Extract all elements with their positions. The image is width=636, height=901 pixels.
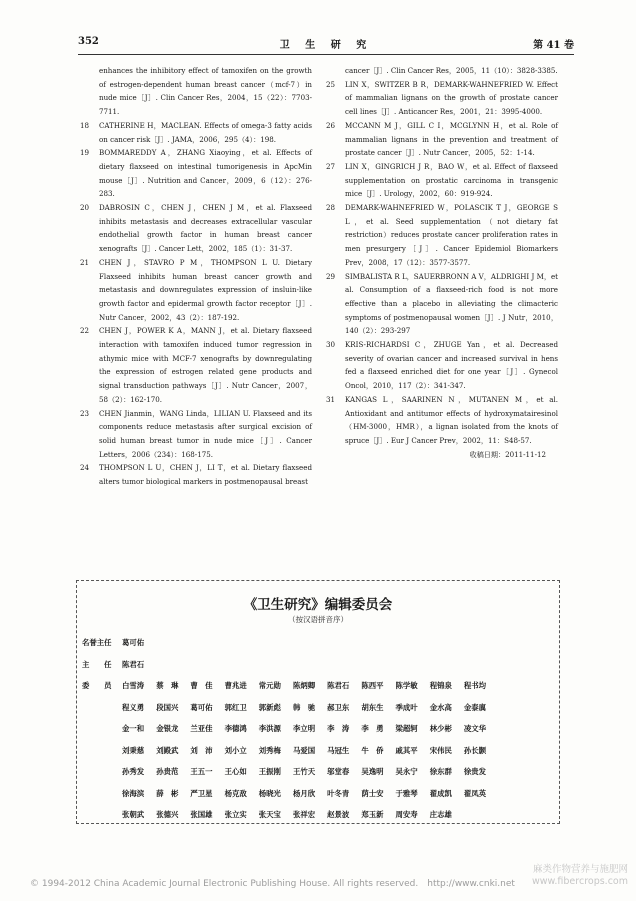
reference-entry <box>80 119 312 146</box>
committee-member: 林少彬 <box>429 724 452 733</box>
reference-number: 18 <box>80 120 90 130</box>
reference-text: enhances the inhibitory effect of tamoxifen on the growth of estrogen-dependent human breast cancer（mcf-7）in nude mice［J］. Clin Cancer Res，2004，15（22）：7703-7711. <box>99 66 312 117</box>
committee-member: 金银龙 <box>156 724 179 733</box>
reference-number: 24 <box>80 463 90 473</box>
committee-member: 杨克敌 <box>224 788 247 798</box>
committee-member: 戚其平 <box>395 745 418 755</box>
reference-entry <box>326 338 558 393</box>
committee-member: 白雪涛 <box>122 681 145 690</box>
committee-title: 《卫生研究》编辑委员会 <box>243 597 393 613</box>
committee-member: 孙贵范 <box>156 767 179 776</box>
committee-member: 徐海滨 <box>122 788 145 798</box>
reference-number: 21 <box>80 257 90 267</box>
reference-number: 23 <box>80 408 90 418</box>
committee-member: 叶冬青 <box>327 788 350 798</box>
committee-member: 程锦泉 <box>429 681 452 690</box>
reference-number: 22 <box>80 326 90 336</box>
committee-member: 金水高 <box>429 702 452 712</box>
committee-role: 委 员 <box>82 681 112 690</box>
committee-member: 张朝武 <box>122 810 145 819</box>
reference-entry <box>326 393 558 448</box>
reference-entry <box>326 270 558 339</box>
reference-entry <box>326 119 558 160</box>
references-right-column <box>326 64 558 461</box>
volume-label: 第 41 卷 <box>533 40 574 51</box>
committee-member: 张立实 <box>224 810 247 819</box>
reference-text: DEMARK-WAHNEFRIED W，POLASCIK T J，GEORGE S L，et al. Seed supplementation（not dietary fat restriction）reduces prostate cancer proliferation rates in men presurgery［J］. Cancer Epidemiol Biomarkers Prev，2008，17（12）：3577-3577. <box>345 203 558 267</box>
committee-member: 刘殿武 <box>156 745 179 755</box>
reference-number: 27 <box>326 161 336 171</box>
reference-entry <box>326 160 558 201</box>
committee-member: 李立明 <box>292 724 316 733</box>
committee-names <box>122 723 498 735</box>
committee-member: 韩 驰 <box>292 702 316 712</box>
committee-member: 徐东群 <box>429 767 452 776</box>
reference-number <box>326 64 345 78</box>
committee-member: 徐贵发 <box>463 767 487 776</box>
committee-member: 李德鸿 <box>224 724 247 733</box>
reference-number: 31 <box>326 394 336 404</box>
committee-names <box>122 766 498 778</box>
committee-member: 马冠生 <box>327 745 350 755</box>
committee-member: 曹 佳 <box>190 681 213 690</box>
committee-member: 宋伟民 <box>429 745 452 755</box>
reference-entry <box>326 78 558 119</box>
committee-member: 王五一 <box>190 767 213 776</box>
running-header <box>78 36 574 52</box>
committee-member: 梁超轲 <box>395 724 418 733</box>
committee-member: 张德兴 <box>156 810 179 819</box>
committee-member: 吴逸明 <box>361 767 384 776</box>
committee-member: 王振刚 <box>258 767 281 776</box>
committee-member: 孙秀发 <box>122 767 145 776</box>
reference-text: KRIS-RICHARDSI C，ZHUGE Yan，et al. Decreased severity of ovarian cancer and increased survival in hens fed a flaxseed enriched diet for one year［J］. Gynecol Oncol，2010，117（2）：341-347. <box>345 340 558 391</box>
reference-text: SIMBALISTA R L，SAUERBRONN A V，ALDRIGHI J M，et al. Consumption of a flaxseed-rich food is not more effective than a placebo in alleviating the climacteric symptoms of postmenopausal women［J］. J Nutr，2010，140（2）：293-297 <box>345 271 558 336</box>
editorial-committee-box <box>76 580 560 824</box>
committee-member: 刘 沛 <box>190 745 213 755</box>
committee-names <box>122 680 498 692</box>
committee-member: 庄志雄 <box>429 810 452 819</box>
committee-member: 荫士安 <box>361 788 384 798</box>
reference-text: CHEN J，STAVRO P M，THOMPSON L U. Dietary Flaxseed inhibits human breast cancer growth and metastasis and downregulates expression of insluin-like growth factor and epidermal growth factor receptor［J］. Nutr Cancer，2002，43（2）：187-192. <box>99 257 312 322</box>
committee-member: 葛可佑 <box>190 702 213 712</box>
committee-member: 刘秉慈 <box>122 745 145 755</box>
committee-member: 常元勋 <box>258 681 281 690</box>
committee-member: 翟凤英 <box>463 788 487 798</box>
committee-member: 于雅琴 <box>395 788 418 798</box>
committee-member: 段国兴 <box>156 702 179 712</box>
reference-number: 29 <box>326 271 336 281</box>
committee-member: 兰亚佳 <box>190 724 213 733</box>
committee-names <box>122 659 156 671</box>
committee-member: 严卫星 <box>190 788 213 798</box>
reference-text: LIN X，SWITZER B R，DEMARK-WAHNEFRIED W. Effect of mammalian lignans on the growth of prostate cancer cell lines［J］. Anticancer Res，2001，21：3995-4000. <box>345 79 558 117</box>
reference-entry <box>80 256 312 325</box>
reference-entry <box>80 64 312 119</box>
committee-member: 郭红卫 <box>224 702 247 712</box>
committee-member: 赵景波 <box>327 810 350 819</box>
committee-member: 王竹天 <box>292 767 316 776</box>
references-left-column <box>80 64 312 489</box>
committee-member: 郭新彪 <box>258 702 281 712</box>
committee-member: 金一和 <box>122 724 145 733</box>
committee-member: 程书均 <box>463 681 487 690</box>
reference-text: THOMPSON L U，CHEN J，LI T，et al. Dietary flaxseed alters tumor biological markers in postmenopausal breast <box>99 463 312 487</box>
committee-member: 刘小立 <box>224 745 247 755</box>
committee-member: 蔡 琳 <box>156 681 179 690</box>
reference-text: CHEN J，POWER K A，MANN J，et al. Dietary flaxseed interaction with tamoxifen induced tumor regression in athymic mice with MCF-7 xenografts by downregulating the expression of estrogen related gene products and signal transduction pathways［J］. Nutr Cancer，2007，58（2）：162-170. <box>99 326 312 404</box>
committee-member: 葛可佑 <box>122 638 145 647</box>
committee-subtitle: （按汉语拼音序） <box>288 615 348 624</box>
reference-number: 19 <box>80 148 90 158</box>
committee-member: 牛 侨 <box>361 745 384 755</box>
reference-number <box>80 64 99 119</box>
reference-number: 25 <box>326 79 336 89</box>
committee-member: 马爱国 <box>292 745 316 755</box>
received-date: 收稿日期：2011-11-12 <box>469 449 546 459</box>
committee-member: 陈学敏 <box>395 681 418 690</box>
reference-entry <box>80 201 312 256</box>
committee-role: 名誉主任 <box>82 638 112 647</box>
reference-entry <box>80 324 312 406</box>
reference-entry <box>80 407 312 462</box>
committee-names <box>122 788 498 800</box>
committee-member: 陈西平 <box>361 681 384 690</box>
reference-text: KANGAS L，SAARINEN N，MUTANEN M，et al. Antioxidant and antitumor effects of hydroxymatairesinol（HM-3000，HMR），a lignan isolated from the knots of spruce［J］. Eur J Cancer Prev，2002，11：S48-57. <box>345 394 558 445</box>
reference-text: DABROSIN C，CHEN J，CHEN J M，et al. Flaxseed inhibits metastasis and decreases extracellular vascular endothelial growth factor in human breast cancer xenografts［J］. Cancer Lett，2002，185（1）：31-37. <box>99 203 312 254</box>
committee-member: 李 涛 <box>327 724 350 733</box>
committee-member: 刘秀梅 <box>258 745 281 755</box>
committee-member: 曹兆进 <box>224 681 247 690</box>
committee-member: 陈君石 <box>327 681 350 690</box>
reference-text: BOMMAREDDY A，ZHANG Xiaoying，et al. Effects of dietary flaxseed on intestinal tumorigenesis in ApcMin mouse［J］. Nutrition and Cancer，2009，6（12）：276-283. <box>99 148 312 199</box>
committee-member: 杨月欣 <box>292 788 316 798</box>
committee-role: 主 任 <box>82 659 112 669</box>
reference-text: CHEN Jianmin，WANG Linda，LILIAN U. Flaxseed and its components reduce metastasis after surgical excision of solid human breast tumor in nude mice［J］. Cancer Letters，2006（234）：168-175. <box>99 408 312 459</box>
committee-names <box>122 702 498 714</box>
committee-member: 陈君石 <box>122 659 145 669</box>
committee-member: 金泰廙 <box>463 702 487 712</box>
committee-member: 李 勇 <box>361 724 384 733</box>
committee-member: 杨晓光 <box>258 788 281 798</box>
reference-text: CATHERINE H，MACLEAN. Effects of omega-3 fatty acids on cancer risk［J］. JAMA，2006，295（4）：198. <box>99 120 312 144</box>
reference-text: MCCANN M J，GILL C I，MCGLYNN H，et al. Role of mammalian lignans in the prevention and treatment of prostate cancer［J］. Nutr Cancer，2005，52：1-14. <box>345 120 558 158</box>
reference-number: 30 <box>326 340 336 350</box>
committee-member: 邬堂春 <box>327 767 350 776</box>
copyright-footer: © 1994-2012 China Academic Journal Electronic Publishing House. All rights reserved. http://www.cnki.net <box>30 879 515 889</box>
committee-member: 周安寿 <box>395 810 418 819</box>
committee-member: 孙长颢 <box>463 745 487 755</box>
journal-title: 卫 生 研 究 <box>279 40 373 51</box>
committee-member: 陈炳卿 <box>292 681 316 690</box>
committee-names <box>122 637 156 649</box>
committee-member: 张天宝 <box>258 810 281 819</box>
page-number: 352 <box>78 36 99 47</box>
committee-member: 郑玉新 <box>361 810 384 819</box>
committee-member: 翟成凯 <box>429 788 452 798</box>
reference-number: 26 <box>326 120 336 130</box>
watermark-url: www.fibercrops.com <box>531 876 628 887</box>
committee-member: 薛 彬 <box>156 788 179 798</box>
committee-member: 张国雄 <box>190 810 213 819</box>
reference-number: 28 <box>326 203 336 213</box>
header-rule <box>78 54 574 55</box>
reference-text: cancer［J］. Clin Cancer Res，2005，11（10）：3828-3385. <box>345 66 558 75</box>
committee-names <box>122 809 464 821</box>
committee-member: 程义勇 <box>122 702 145 712</box>
reference-text: LIN X，GINGRICH J R，BAO W，et al. Effect of flaxseed supplementation on prostatic carcinoma in transgenic mice［J］. Urology，2002，60：919-924. <box>345 161 558 199</box>
reference-number: 20 <box>80 203 90 213</box>
reference-entry <box>326 64 558 78</box>
committee-names <box>122 745 498 757</box>
committee-member: 胡东生 <box>361 702 384 712</box>
reference-entry <box>80 146 312 201</box>
reference-entry <box>326 201 558 270</box>
committee-member: 李洪源 <box>258 724 281 733</box>
committee-member: 张祥宏 <box>292 810 316 819</box>
committee-member: 王心如 <box>224 767 247 776</box>
committee-member: 季成叶 <box>395 702 418 712</box>
committee-member: 吴永宁 <box>395 767 418 776</box>
watermark-text: 麻类作物营养与施肥网 <box>532 864 628 875</box>
committee-member: 凌文华 <box>463 724 487 733</box>
reference-entry <box>80 461 312 488</box>
committee-member: 郝卫东 <box>327 702 350 712</box>
